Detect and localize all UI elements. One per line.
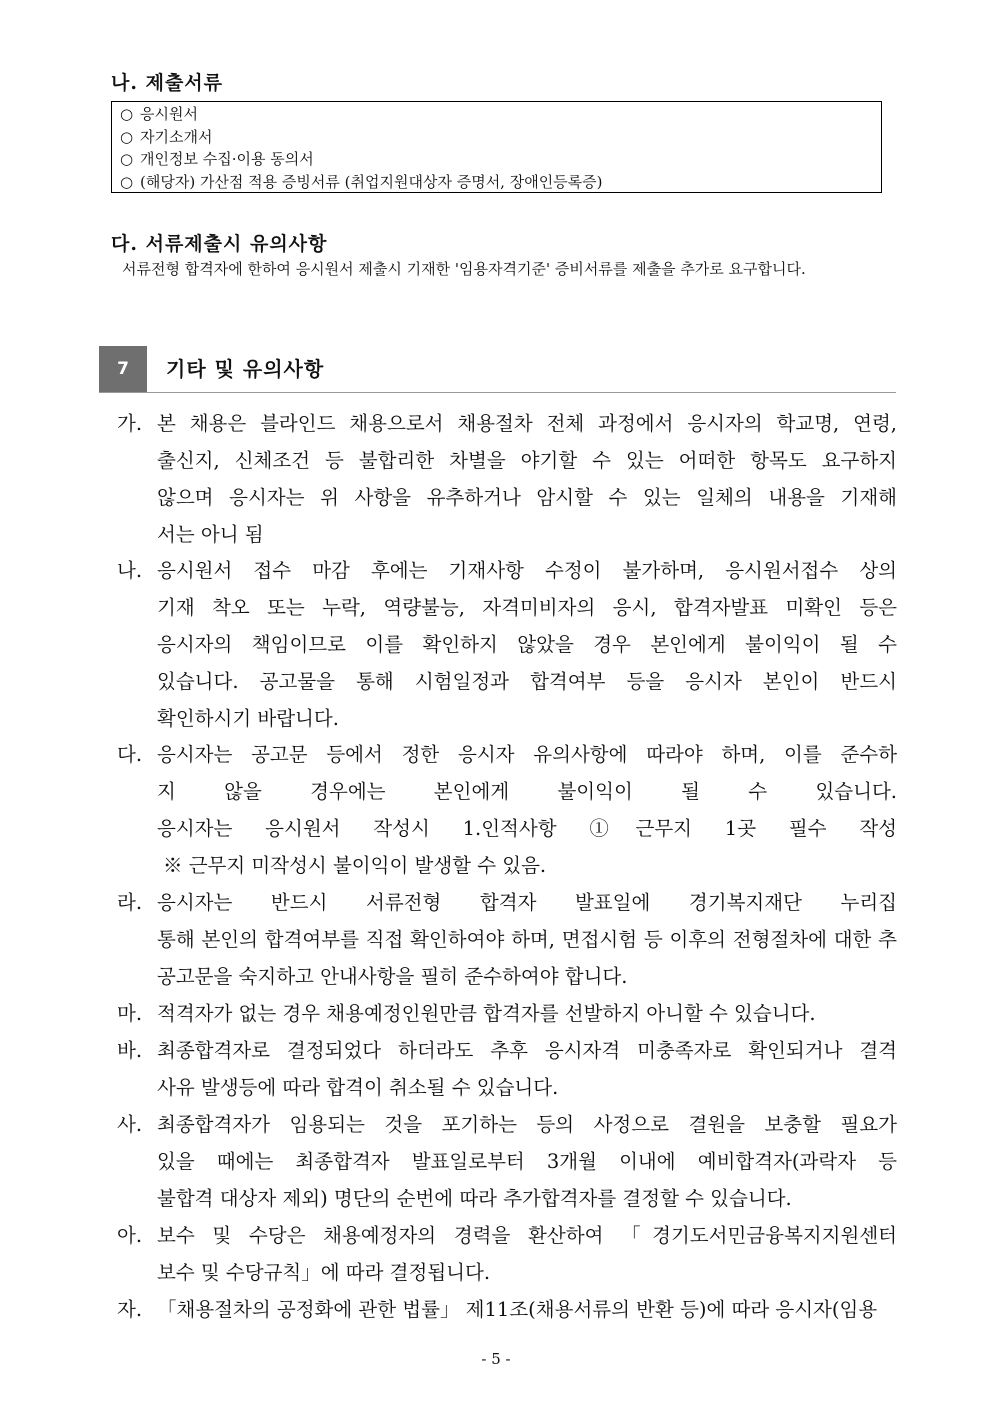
item-marker: 가. bbox=[117, 412, 143, 435]
section-number-badge: 7 bbox=[99, 346, 147, 392]
item-marker: 라. bbox=[117, 891, 143, 914]
document-item: ○ 응시원서 bbox=[120, 103, 881, 126]
list-item bbox=[117, 1291, 897, 1328]
submission-document-box bbox=[111, 101, 882, 193]
document-item: ○ 자기소개서 bbox=[120, 126, 881, 149]
item-line: 불합격 대상자 제외) 명단의 순번에 따라 추가합격자를 결정할 수 있습니다. bbox=[157, 1187, 792, 1210]
item-line: 있을 때에는 최종합격자 발표일로부터 3개월 이내에 예비합격자(과락자 등 bbox=[157, 1150, 897, 1173]
item-marker: 바. bbox=[117, 1039, 143, 1062]
item-line: 출신지, 신체조건 등 불합리한 차별을 야기할 수 있는 어떠한 항목도 요구하지 bbox=[157, 449, 897, 472]
item-line: 사유 발생등에 따라 합격이 취소될 수 있습니다. bbox=[157, 1076, 559, 1099]
page-number: - 5 - bbox=[481, 1350, 511, 1368]
item-marker: 아. bbox=[117, 1224, 143, 1247]
list-item bbox=[117, 1106, 897, 1217]
item-line: 있습니다. 공고물을 통해 시험일정과 합격여부 등을 응시자 본인이 반드시 bbox=[157, 670, 897, 693]
item-line: 응시자는 반드시 서류전형 합격자 발표일에 경기복지재단 누리집 bbox=[157, 891, 897, 914]
item-line: 응시자의 책임이므로 이를 확인하지 않았을 경우 본인에게 불이익이 될 수 bbox=[157, 633, 897, 656]
item-marker: 나. bbox=[117, 559, 143, 582]
list-item bbox=[117, 736, 897, 884]
list-item bbox=[117, 1217, 897, 1291]
item-marker: 자. bbox=[117, 1298, 143, 1321]
item-line: 최종합격자로 결정되었다 하더라도 추후 응시자격 미충족자로 확인되거나 결격 bbox=[157, 1039, 897, 1062]
item-line: 응시원서 접수 마감 후에는 기재사항 수정이 불가하며, 응시원서접수 상의 bbox=[157, 559, 897, 582]
item-line: 적격자가 없는 경우 채용예정인원만큼 합격자를 선발하지 아니할 수 있습니다. bbox=[157, 1002, 816, 1025]
item-marker: 다. bbox=[117, 743, 143, 766]
list-item bbox=[117, 1032, 897, 1106]
item-line: ※ 근무지 미작성시 불이익이 발생할 수 있음. bbox=[163, 854, 547, 877]
item-marker: 마. bbox=[117, 1002, 143, 1025]
item-line: 보수 및 수당은 채용예정자의 경력을 환산하여 「경기도서민금융복지지원센터 bbox=[157, 1224, 897, 1247]
item-line: 응시자는 응시원서 작성시 1.인적사항 ①근무지 1곳 필수 작성 bbox=[157, 817, 897, 840]
section-divider bbox=[99, 392, 896, 393]
circle-bullet: ○ bbox=[120, 105, 134, 123]
item-line: 최종합격자가 임용되는 것을 포기하는 등의 사정으로 결원을 보충할 필요가 bbox=[157, 1113, 897, 1136]
item-marker: 사. bbox=[117, 1113, 143, 1136]
list-item bbox=[117, 405, 897, 553]
item-line: 지 않을 경우에는 본인에게 불이익이 될 수 있습니다. bbox=[157, 780, 897, 803]
caution-text: 서류전형 합격자에 한하여 응시원서 제출시 기재한 '임용자격기준' 증비서류를 제출을 추가로 요구합니다. bbox=[122, 260, 806, 278]
item-line: 않으며 응시자는 위 사항을 유추하거나 암시할 수 있는 일체의 내용을 기재해 bbox=[157, 486, 897, 509]
document-item: ○ (해당자) 가산점 적용 증빙서류 (취업지원대상자 증명서, 장애인등록증) bbox=[120, 171, 881, 194]
item-line: 서는 아니 됨 bbox=[157, 523, 264, 546]
circle-bullet: ○ bbox=[120, 150, 134, 168]
item-line: 응시자는 공고문 등에서 정한 응시자 유의사항에 따라야 하며, 이를 준수하 bbox=[157, 743, 897, 766]
item-line: 확인하시기 바랍니다. bbox=[157, 707, 339, 730]
caution-heading: 다. 서류제출시 유의사항 bbox=[111, 233, 328, 255]
item-line: 공고문을 숙지하고 안내사항을 필히 준수하여야 합니다. bbox=[157, 965, 628, 988]
section-title: 기타 및 유의사항 bbox=[166, 357, 325, 381]
circle-bullet: ○ bbox=[120, 127, 134, 146]
list-item bbox=[117, 552, 897, 737]
item-line: 「채용절차의 공정화에 관한 법률」 제11조(채용서류의 반환 등)에 따라 응시자(임용 bbox=[157, 1298, 878, 1321]
item-line: 기재 착오 또는 누락, 역량불능, 자격미비자의 응시, 합격자발표 미확인 등은 bbox=[157, 596, 897, 619]
item-line: 통해 본인의 합격여부를 직접 확인하여야 하며, 면접시험 등 이후의 전형절차에 대한 추 bbox=[157, 928, 897, 951]
item-line: 보수 및 수당규칙」에 따라 결정됩니다. bbox=[157, 1261, 491, 1284]
list-item bbox=[117, 884, 897, 995]
document-item: ○ 개인정보 수집·이용 동의서 bbox=[120, 148, 881, 171]
circle-bullet: ○ bbox=[120, 172, 134, 191]
submission-heading: 나. 제출서류 bbox=[111, 72, 223, 94]
item-line: 본 채용은 블라인드 채용으로서 채용절차 전체 과정에서 응시자의 학교명, 연령, bbox=[157, 412, 897, 435]
list-item bbox=[117, 995, 897, 1032]
